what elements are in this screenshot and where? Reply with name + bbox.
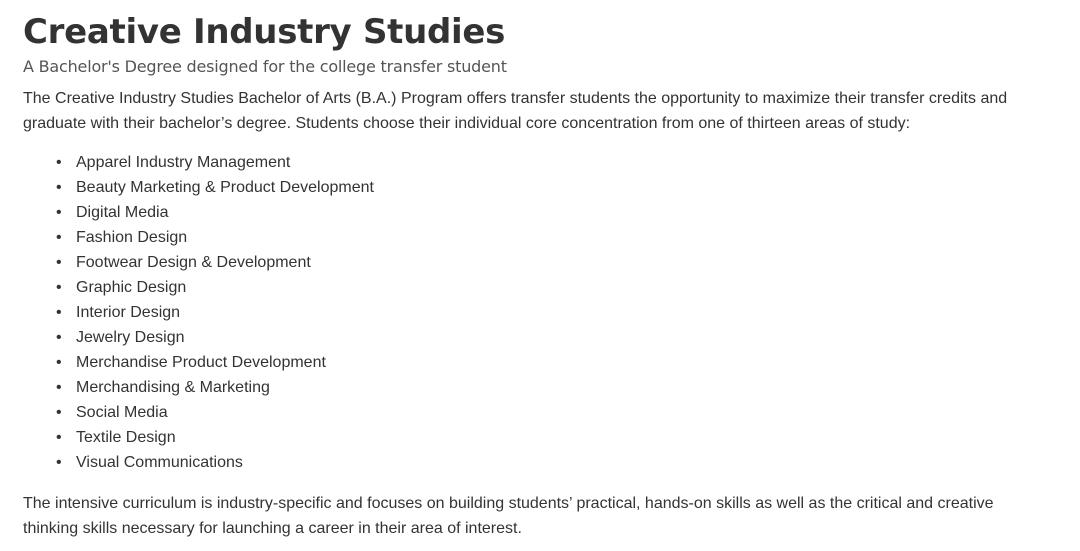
list-item <box>56 300 374 325</box>
list-item <box>56 325 374 350</box>
bullet-icon: • <box>56 204 62 221</box>
list-item-label: Digital Media <box>76 204 169 221</box>
bullet-icon: • <box>56 329 62 346</box>
list-item-label: Visual Communications <box>76 454 243 471</box>
list-item-label: Beauty Marketing & Product Development <box>76 179 374 196</box>
list-item <box>56 275 374 300</box>
intro-line-1: The Creative Industry Studies Bachelor of Arts (B.A.) Program offers transfer students the opportunity to maximize their transfer credits and <box>23 90 1008 107</box>
bullet-icon: • <box>56 354 62 371</box>
list-item <box>56 375 374 400</box>
bullet-icon: • <box>56 154 62 171</box>
list-item <box>56 175 374 200</box>
bullet-icon: • <box>56 279 62 296</box>
list-item-label: Jewelry Design <box>76 329 185 346</box>
bullet-icon: • <box>56 379 62 396</box>
list-item-label: Interior Design <box>76 304 181 321</box>
page-title: Creative Industry Studies <box>23 12 506 52</box>
list-item-label: Social Media <box>76 404 168 421</box>
closing-paragraph <box>23 491 1068 541</box>
list-item-label: Merchandise Product Development <box>76 354 326 371</box>
bullet-icon: • <box>56 404 62 421</box>
list-item <box>56 225 374 250</box>
list-item <box>56 400 374 425</box>
list-item-label: Graphic Design <box>76 279 187 296</box>
list-item <box>56 150 374 175</box>
list-item-label: Textile Design <box>76 429 176 446</box>
bullet-icon: • <box>56 254 62 271</box>
intro-line-2: graduate with their bachelor’s degree. Students choose their individual core concentration from one of thirteen areas of study: <box>23 115 911 132</box>
list-item-label: Fashion Design <box>76 229 188 246</box>
areas-of-study-list <box>23 150 374 475</box>
list-item <box>56 250 374 275</box>
page-subtitle: A Bachelor's Degree designed for the college transfer student <box>23 57 507 76</box>
closing-line-1: The intensive curriculum is industry-specific and focuses on building students’ practical, hands-on skills as well as the critical and creative <box>23 495 994 512</box>
list-item-label: Merchandising & Marketing <box>76 379 270 396</box>
intro-paragraph <box>23 86 1068 136</box>
bullet-icon: • <box>56 454 62 471</box>
bullet-icon: • <box>56 229 62 246</box>
list-item-label: Footwear Design & Development <box>76 254 311 271</box>
bullet-icon: • <box>56 429 62 446</box>
main-content <box>23 0 1068 537</box>
list-item <box>56 425 374 450</box>
closing-line-2: thinking skills necessary for launching a career in their area of interest. <box>23 520 522 537</box>
bullet-icon: • <box>56 179 62 196</box>
list-item <box>56 200 374 225</box>
bullet-icon: • <box>56 304 62 321</box>
list-item-label: Apparel Industry Management <box>76 154 291 171</box>
list-item <box>56 350 374 375</box>
list-item <box>56 450 374 475</box>
